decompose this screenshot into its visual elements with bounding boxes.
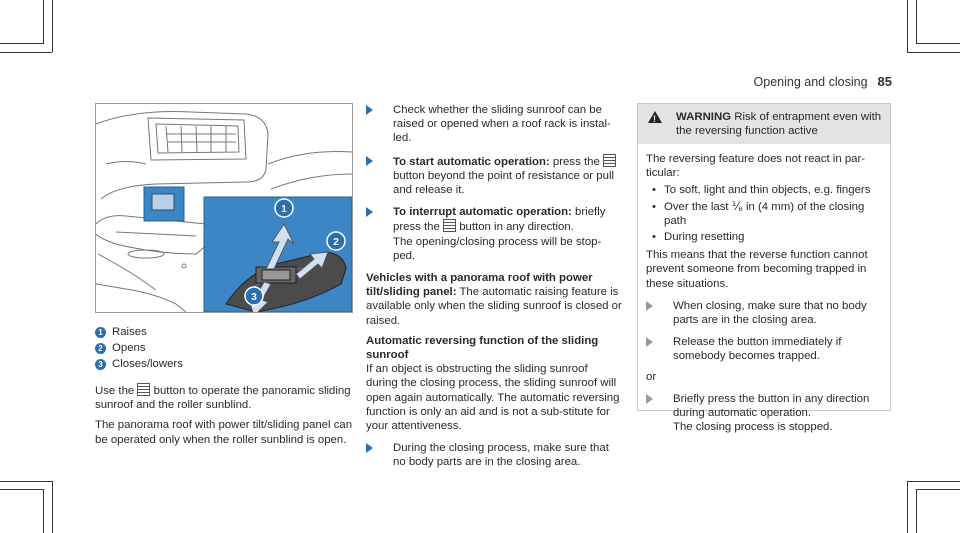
- step-text: Check whether the sliding sunroof can be raised or opened when a roof rack is instal-led.: [393, 104, 611, 145]
- paragraph: [366, 271, 622, 328]
- legend-item: [95, 324, 355, 340]
- overhead-panel-drawing: [96, 104, 352, 312]
- step-arrow-icon: [646, 337, 663, 347]
- text-run: Briefly press the button in any direction during automatic operation.: [673, 392, 870, 420]
- bullet-icon: •: [652, 231, 656, 244]
- step-arrow-icon: [366, 443, 383, 453]
- legend-item: [95, 340, 355, 356]
- warning-body: [638, 144, 890, 448]
- list-item: [652, 200, 882, 228]
- crop-mark: [0, 43, 44, 44]
- sunroof-button-icon: [443, 219, 456, 232]
- crop-mark: [916, 43, 960, 44]
- callout-3: 3: [251, 292, 257, 303]
- instruction-step: [366, 154, 622, 198]
- step-text: Release the button immediately if somebody becomes trapped.: [673, 336, 842, 363]
- warning-triangle-icon: [648, 111, 662, 123]
- step-text: [393, 154, 622, 198]
- crop-mark: [0, 52, 52, 53]
- callout-1: 1: [281, 204, 287, 215]
- instruction-step: [366, 205, 622, 263]
- paragraph: This means that the reverse function cannot prevent someone from becoming trapped in these situations.: [646, 249, 868, 290]
- list-item: [652, 183, 882, 197]
- instruction-step: [646, 392, 882, 435]
- text-run: button beyond the point of resistance or pull and release it.: [393, 169, 614, 197]
- bullet-icon: •: [652, 200, 656, 213]
- step-text: [673, 392, 882, 435]
- crop-mark: [43, 489, 44, 533]
- list-item-text: To soft, light and thin objects, e.g. fingers: [664, 184, 871, 197]
- list-item-text: Over the last ⅟₆ in (4 mm) of the closing path: [664, 200, 865, 227]
- step-text: During the closing process, make sure that no body parts are in the closing area.: [393, 442, 609, 469]
- list-item-text: During resetting: [664, 231, 745, 244]
- text-run: Use the: [95, 385, 135, 397]
- section-title: Opening and closing: [753, 75, 868, 89]
- figure-legend: [95, 324, 355, 372]
- instruction-step: [366, 103, 622, 146]
- crop-mark: [907, 52, 960, 53]
- legend-number: 1: [95, 327, 106, 338]
- text-run: The automatic raising feature is available only when the sliding sunroof is closed or raised.: [366, 286, 622, 327]
- crop-mark: [907, 0, 908, 52]
- step-label: To start automatic operation:: [393, 155, 550, 168]
- text-run: button to operate the panoramic sliding sunroof and the roller sunblind.: [95, 385, 351, 412]
- crop-mark: [52, 0, 53, 52]
- column-1-text: [95, 383, 357, 453]
- text-run: The opening/closing process will be stop-ped.: [393, 235, 602, 262]
- legend-number: 3: [95, 359, 106, 370]
- crop-mark: [907, 481, 960, 482]
- callout-2: 2: [333, 237, 339, 248]
- step-arrow-icon: [366, 156, 383, 166]
- text-run: button in any direction.: [459, 221, 574, 234]
- crop-mark: [52, 481, 53, 533]
- legend-number: 2: [95, 343, 106, 354]
- bullet-icon: •: [652, 184, 656, 197]
- page-number: 85: [877, 74, 892, 89]
- crop-mark: [916, 489, 960, 490]
- sunroof-button-icon: [137, 383, 150, 396]
- step-arrow-icon: [646, 394, 663, 404]
- step-arrow-icon: [366, 207, 383, 217]
- instruction-step: [646, 335, 882, 363]
- or-text: or: [646, 370, 657, 383]
- text-run: The closing process is stopped.: [673, 421, 833, 434]
- legend-text: Closes/lowers: [112, 358, 183, 370]
- step-text: [393, 205, 622, 263]
- instruction-step: [646, 299, 882, 327]
- warning-label: WARNING: [676, 111, 732, 123]
- step-label: To interrupt automatic operation:: [393, 206, 572, 219]
- text-run: briefly press the: [393, 206, 606, 234]
- list-item: [652, 230, 882, 244]
- paragraph: The reversing feature does not react in par-ticular:: [646, 153, 866, 180]
- crop-mark: [43, 0, 44, 44]
- warning-header: [638, 104, 890, 144]
- sunroof-button-icon: [603, 154, 616, 167]
- section-heading: Automatic reversing function of the sliding sunroof: [366, 334, 599, 362]
- paragraph: [95, 383, 357, 412]
- crop-mark: [0, 481, 52, 482]
- warning-title: Risk of entrapment even with the reversing function active: [676, 111, 882, 137]
- text-run: press the: [552, 155, 600, 168]
- warning-box: [637, 103, 891, 434]
- paragraph-label: Vehicles with a panorama roof with power tilt/sliding panel:: [366, 272, 593, 299]
- crop-mark: [0, 489, 44, 490]
- legend-item: [95, 356, 355, 372]
- step-arrow-icon: [366, 105, 383, 115]
- sunroof-illustration: [95, 103, 353, 313]
- paragraph: If an object is obstructing the sliding sunroof during the closing process, the sliding sunroof will open again automatically. The automatic reversing function is only an aid and is not a sub-stitute for your attentiveness.: [366, 363, 620, 433]
- crop-mark: [916, 489, 917, 533]
- paragraph: The panorama roof with power tilt/sliding panel can be operated only when the roller sunblind is open.: [95, 419, 353, 446]
- step-arrow-icon: [646, 301, 663, 311]
- page-header: [754, 74, 892, 89]
- crop-mark: [907, 481, 908, 533]
- instruction-step: [366, 441, 622, 469]
- crop-mark: [916, 0, 917, 44]
- column-2-text: [366, 103, 622, 478]
- legend-text: Opens: [112, 342, 146, 354]
- step-text: When closing, make sure that no body parts are in the closing area.: [673, 299, 867, 327]
- legend-text: Raises: [112, 326, 147, 338]
